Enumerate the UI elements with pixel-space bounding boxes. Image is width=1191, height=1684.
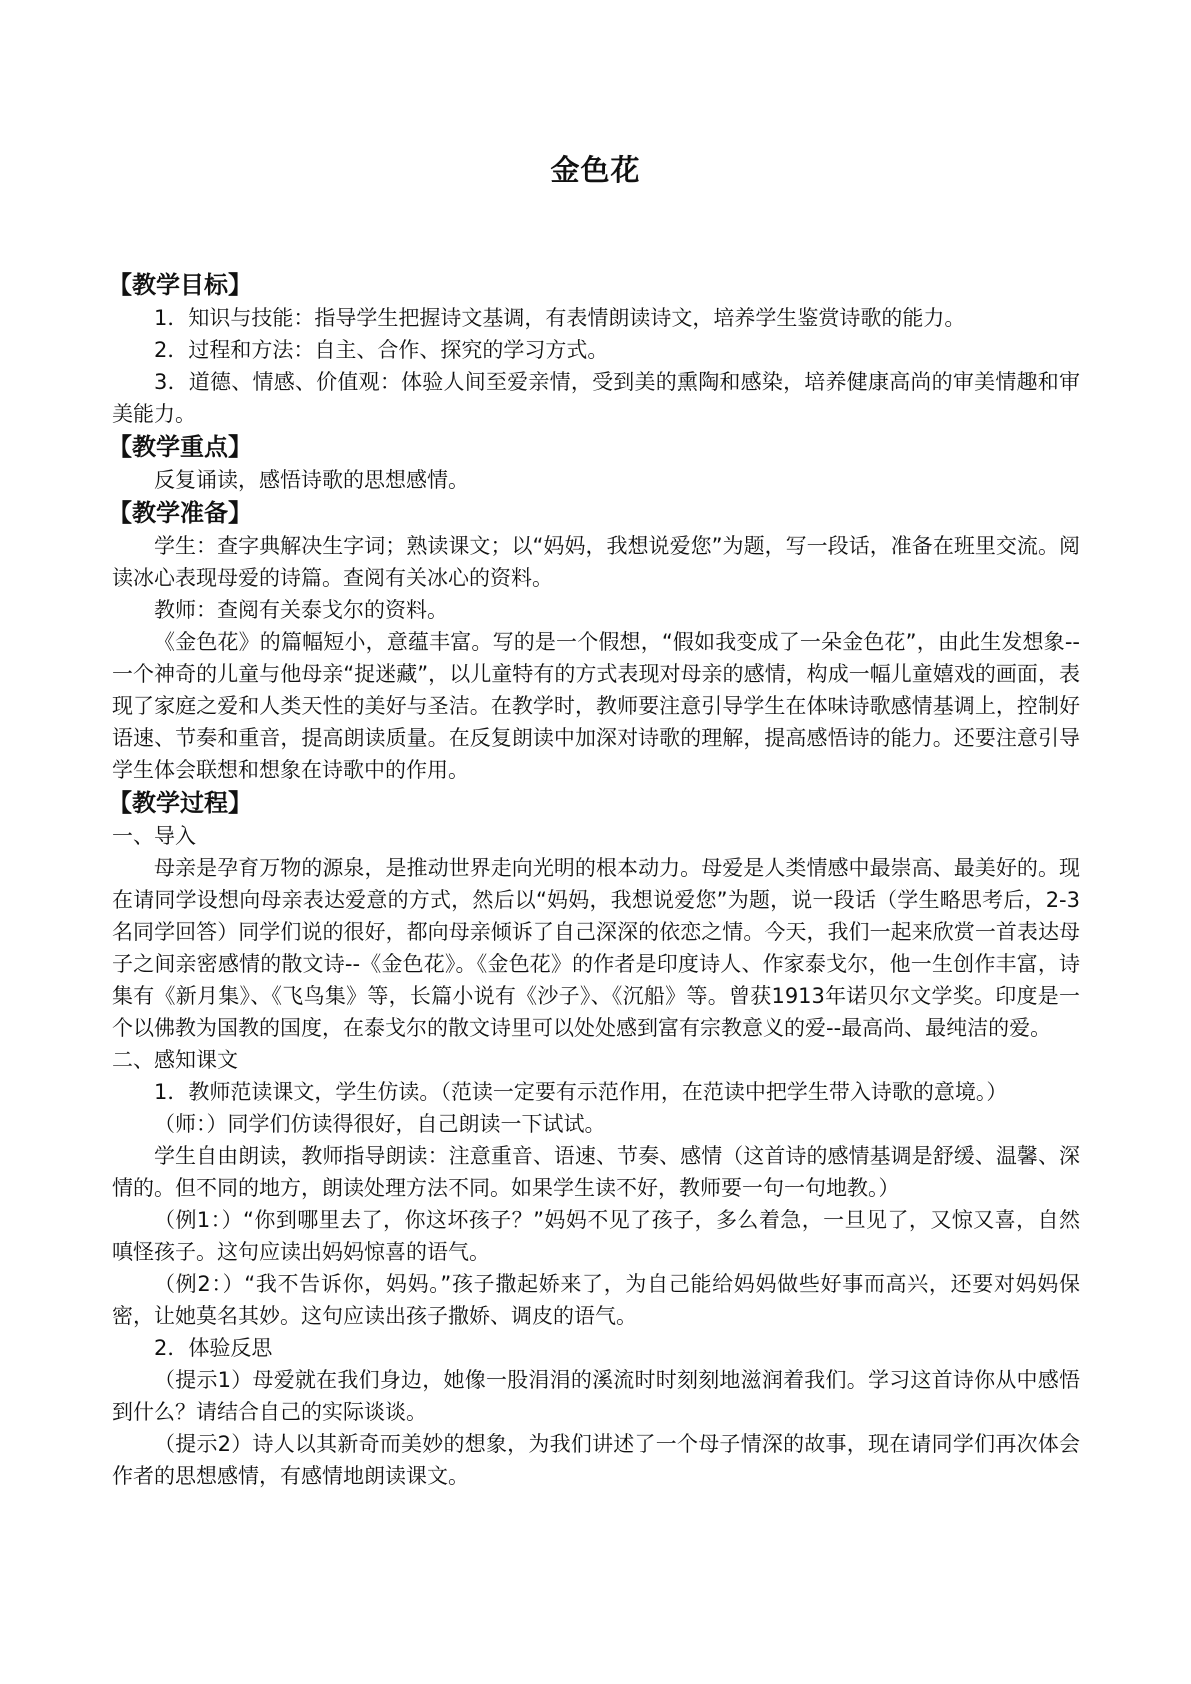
intro-paragraph: 母亲是孕育万物的源泉，是推动世界走向光明的根本动力。母爱是人类情感中最崇高、最美好的。现在请同学设想向母亲表达爱意的方式，然后以“妈妈，我想说爱您”为题，说一段话（学生略思考后，2-3名同学回答）同学们说的很好，都向母亲倾诉了自己深深的依恋之情。今天，我们一起来欣赏一首表达母子之间亲密感情的散文诗--《金色花》。《金色花》的作者是印度诗人、作家泰戈尔，他一生创作丰富，诗集有《新月集》、《飞鸟集》等，长篇小说有《沙子》、《沉船》等。曾获1913年诺贝尔文学奖。印度是一个以佛教为国教的国度，在泰戈尔的散文诗里可以处处感到富有宗教意义的爱--最高尚、最纯洁的爱。: [112, 856, 1080, 1040]
focus-paragraph: 反复诵读，感悟诗歌的思想感情。: [154, 468, 469, 492]
goals-item-3: 3．道德、情感、价值观：体验人间至爱亲情，受到美的熏陶和感染，培养健康高尚的审美情趣和审美能力。: [112, 370, 1080, 426]
perceive-paragraph-1: 1．教师范读课文，学生仿读。（范读一定要有示范作用，在范读中把学生带入诗歌的意境。）: [154, 1080, 1008, 1104]
perceive-paragraph-4: （例1：）“你到哪里去了，你这坏孩子？”妈妈不见了孩子，多么着急，一旦见了，又惊又喜，自然嗔怪孩子。这句应读出妈妈惊喜的语气。: [112, 1208, 1080, 1264]
section-heading-process: 【教学过程】: [108, 789, 252, 817]
section-heading-focus: 【教学重点】: [108, 433, 252, 461]
preparation-overview: 《金色花》的篇幅短小，意蕴丰富。写的是一个假想，“假如我变成了一朵金色花”，由此生发想象--一个神奇的儿童与他母亲“捉迷藏”，以儿童特有的方式表现对母亲的感情，构成一幅儿童嬉戏的画面，表现了家庭之爱和人类天性的美好与圣洁。在教学时，教师要注意引导学生在体味诗歌感情基调上，控制好语速、节奏和重音，提高朗读质量。在反复朗读中加深对诗歌的理解，提高感悟诗的能力。还要注意引导学生体会联想和想象在诗歌中的作用。: [112, 630, 1080, 782]
preparation-students: 学生：查字典解决生字词；熟读课文；以“妈妈，我想说爱您”为题，写一段话，准备在班里交流。阅读冰心表现母爱的诗篇。查阅有关冰心的资料。: [112, 534, 1080, 590]
document-body: [108, 268, 1080, 1492]
process-subheading-intro: 一、导入: [112, 824, 196, 848]
perceive-paragraph-6: 2．体验反思: [154, 1336, 273, 1360]
process-subheading-perceive: 二、感知课文: [112, 1048, 238, 1072]
page-title: 金色花: [550, 153, 641, 187]
perceive-paragraph-2: （师：）同学们仿读得很好，自己朗读一下试试。: [154, 1112, 606, 1136]
section-heading-preparation: 【教学准备】: [108, 499, 252, 527]
preparation-teacher: 教师：查阅有关泰戈尔的资料。: [154, 598, 448, 622]
goals-item-1: 1．知识与技能：指导学生把握诗文基调，有表情朗读诗文，培养学生鉴赏诗歌的能力。: [154, 306, 966, 330]
goals-item-2: 2．过程和方法：自主、合作、探究的学习方式。: [154, 338, 609, 362]
perceive-paragraph-3: 学生自由朗读，教师指导朗读：注意重音、语速、节奏、感情（这首诗的感情基调是舒缓、温馨、深情的。但不同的地方，朗读处理方法不同。如果学生读不好，教师要一句一句地教。）: [112, 1144, 1080, 1200]
perceive-paragraph-8: （提示2）诗人以其新奇而美妙的想象，为我们讲述了一个母子情深的故事，现在请同学们再次体会作者的思想感情，有感情地朗读课文。: [112, 1432, 1080, 1488]
perceive-paragraph-7: （提示1）母爱就在我们身边，她像一股涓涓的溪流时时刻刻地滋润着我们。学习这首诗你从中感悟到什么？请结合自己的实际谈谈。: [112, 1368, 1080, 1424]
section-heading-goals: 【教学目标】: [108, 271, 252, 299]
perceive-paragraph-5: （例2：）“我不告诉你，妈妈。”孩子撒起娇来了，为自己能给妈妈做些好事而高兴，还要对妈妈保密，让她莫名其妙。这句应读出孩子撒娇、调皮的语气。: [112, 1272, 1080, 1328]
